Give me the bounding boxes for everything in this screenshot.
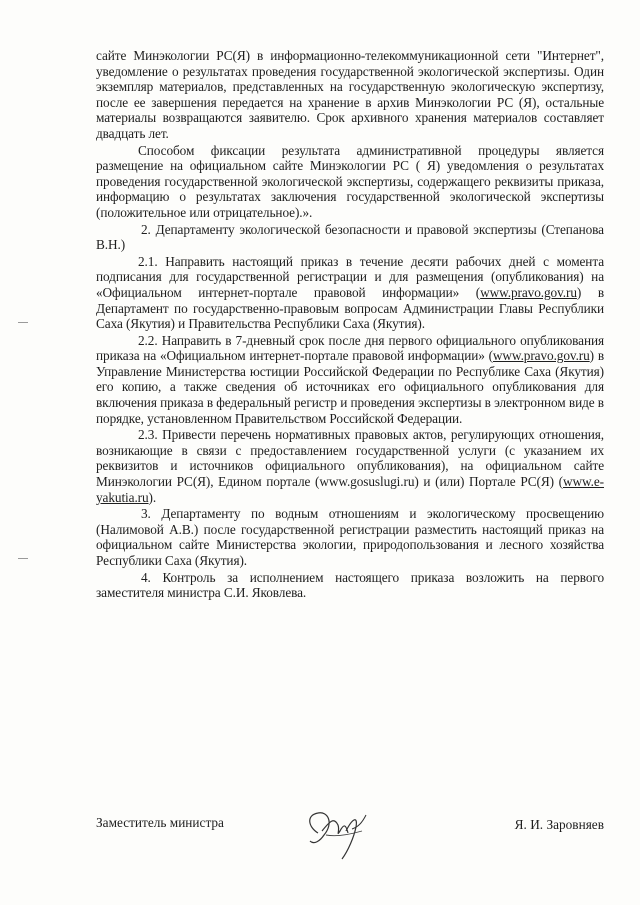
paragraph-archive-storage: сайте Минэкологии РС(Я) в информационно-телекоммуникационной сети "Интернет", уведомление о результатах проведения государственной экологической экспертизы. Один экземпляр материалов, представленных на государственную экологическую экспертизу, после ее завершения передается на хранение в архив Минэкологии РС (Я), остальные материалы возвращаются заявителю. Срок архивного хранения материалов составляет двадцать лет. — [96, 48, 604, 141]
paragraph-item-2: 2. Департаменту экологической безопасности и правовой экспертизы (Степанова В.Н.) — [96, 221, 604, 253]
document-body — [96, 48, 604, 602]
link-pravo-gov[interactable]: www.pravo.gov.ru — [492, 348, 590, 364]
link-pravo-gov[interactable]: www.pravo.gov.ru — [480, 284, 577, 300]
paragraph-item-2-3: 2.3. Привести перечень нормативных правовых актов, регулирующих отношения, возникающие в связи с предоставлением государственной услуги (с указанием их реквизитов и источников официального опубликования), на официальном сайте Минэкологии РС(Я), Едином портале (www.gosuslugi.ru) и (или) Портале РС(Я) (www.e-yakutia.ru). — [96, 427, 604, 505]
link-e-yakutia[interactable]: www.e-yakutia.ru — [96, 474, 604, 505]
signature-block — [96, 805, 604, 855]
paragraph-item-4: 4. Контроль за исполнением настоящего приказа возложить на первого заместителя министра С.И. Яковлева. — [96, 569, 604, 601]
handwritten-signature — [296, 801, 376, 861]
paragraph-item-3: 3. Департаменту по водным отношениям и экологическому просвещению (Налимовой А.В.) после государственной регистрации разместить настоящий приказ на официальном сайте Министерства экологии, природопользования и лесного хозяйства Республики Саха (Якутия). — [96, 506, 604, 568]
paragraph-fixation-method: Способом фиксации результата административной процедуры является размещение на официальном сайте Минэкологии РС ( Я) уведомления о результатах проведения государственной экологической экспертизы, содержащего реквизиты приказа, информацию о результатах заключения государственной экологической экспертизы (положительное или отрицательное).». — [96, 142, 604, 220]
signatory-name: Я. И. Заровняев — [514, 817, 604, 832]
margin-mark — [18, 558, 28, 559]
signatory-title: Заместитель министра — [96, 815, 224, 830]
paragraph-item-2-2: 2.2. Направить в 7-дневный срок после дня первого официального опубликования приказа на «Официальном интернет-портале правовой информации» (www.pravo.gov.ru) в Управление Министерства юстиции Российской Федерации по Республике Саха (Якутия) его копию, а также сведения об источниках его официального опубликования для включения приказа в федеральный регистр и проведения экспертизы в электронном виде в порядке, установленном Правительством Российской Федерации. — [96, 332, 604, 426]
paragraph-item-2-1: 2.1. Направить настоящий приказ в течение десяти рабочих дней с момента подписания для государственной регистрации и для размещения (опубликования) на «Официальном интернет-портале правовой информации» (www.pravo.gov.ru) в Департамент по государственно-правовым вопросам Администрации Главы Республики Саха (Якутия) и Правительства Республики Саха (Якутия). — [96, 253, 604, 332]
margin-mark — [18, 322, 28, 323]
